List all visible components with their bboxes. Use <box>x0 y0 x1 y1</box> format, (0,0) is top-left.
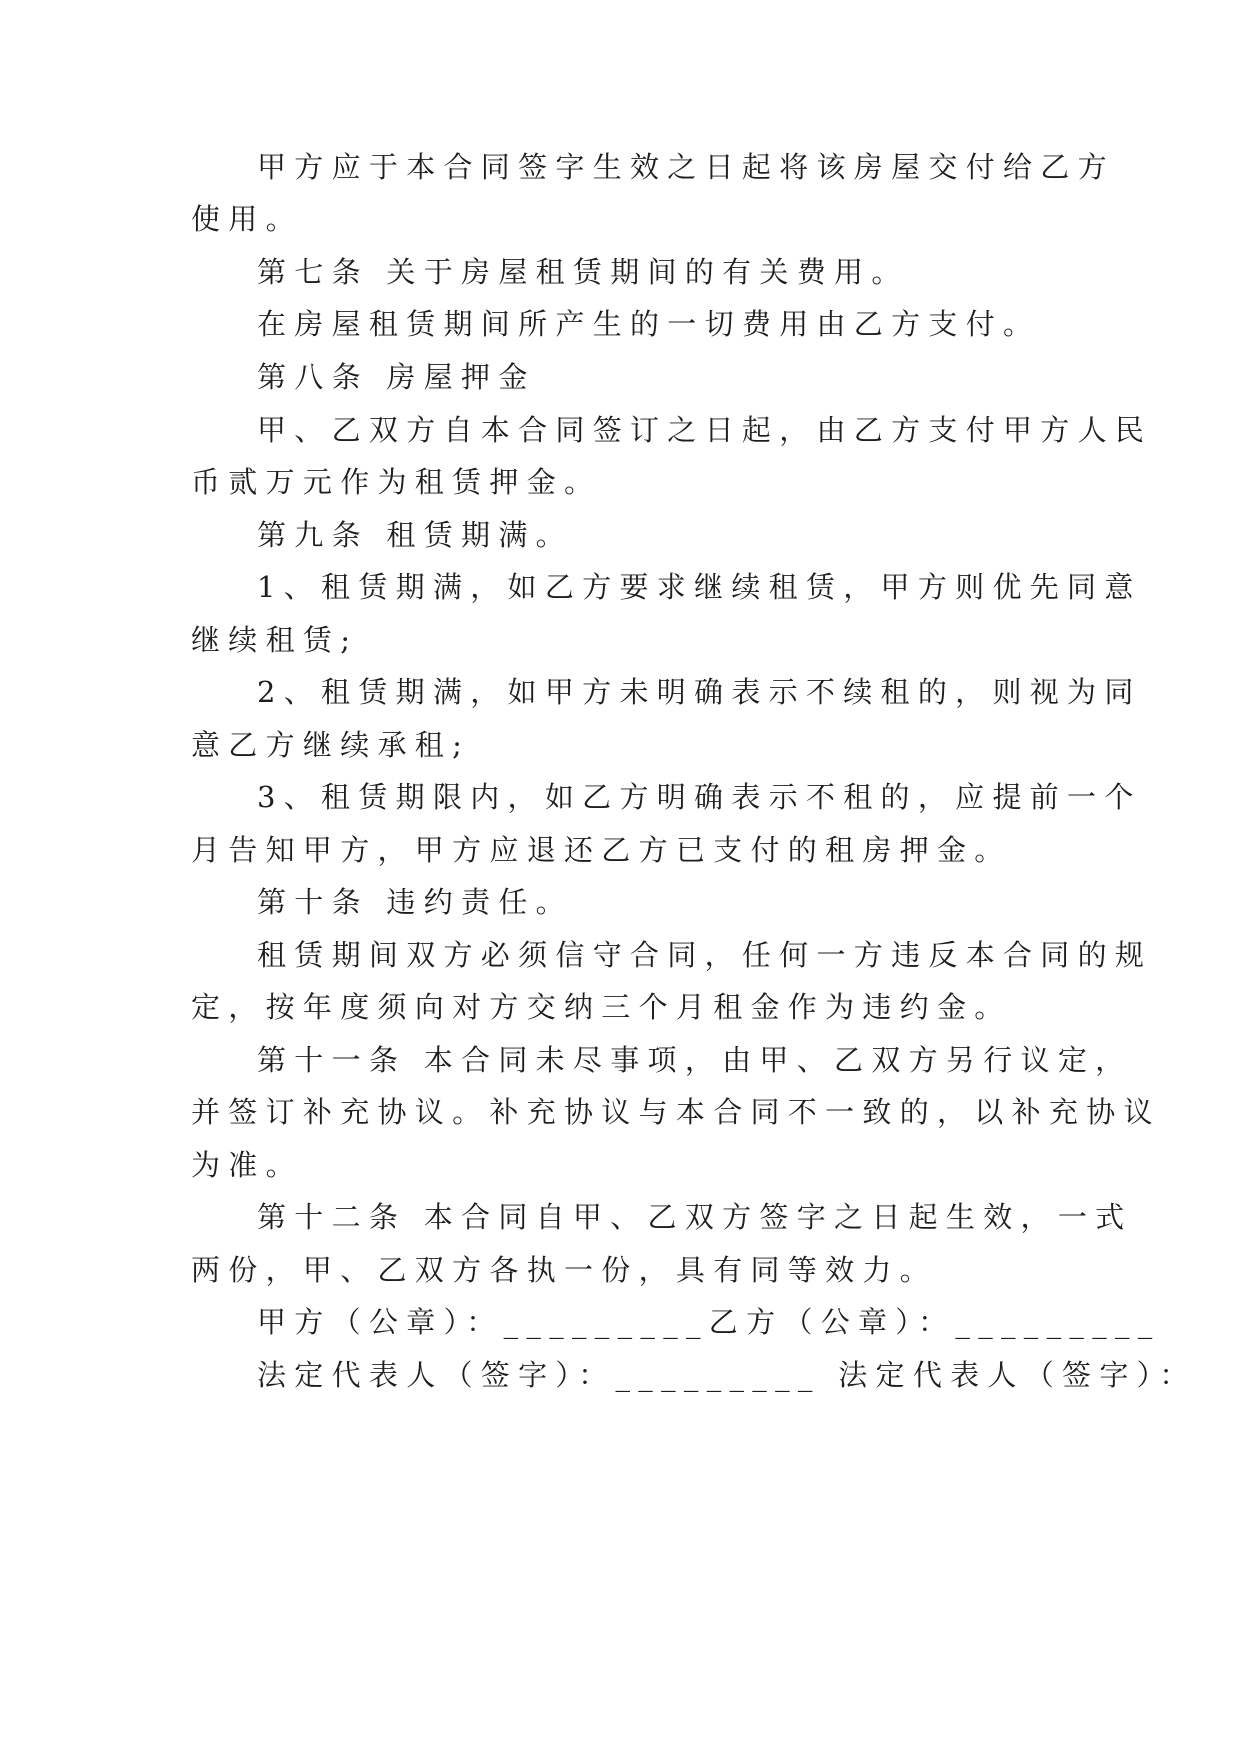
article-11-line-2: 并签订补充协议。补充协议与本合同不一致的，以补充协议 <box>191 1095 1161 1129</box>
article-8-body-line-2: 币贰万元作为租赁押金。 <box>191 465 602 499</box>
article-12-line-2: 两份，甲、乙双方各执一份，具有同等效力。 <box>191 1253 938 1287</box>
paragraph-delivery-line-1: 甲方应于本合同签字生效之日起将该房屋交付给乙方 <box>257 150 1115 184</box>
article-7-body: 在房屋租赁期间所产生的一切费用由乙方支付。 <box>257 307 1041 341</box>
article-11-line-3: 为准。 <box>191 1148 303 1182</box>
article-9-item-1-line-2: 继续租赁; <box>191 623 359 657</box>
article-10-heading: 第十条 违约责任。 <box>257 885 573 919</box>
article-9-item-3-line-2: 月告知甲方，甲方应退还乙方已支付的租房押金。 <box>191 833 1012 867</box>
article-12-line-1: 第十二条 本合同自甲、乙双方签字之日起生效，一式 <box>257 1200 1133 1234</box>
paragraph-delivery-line-2: 使用。 <box>191 202 303 236</box>
signature-seal-line: 甲方（公章）：_________乙方（公章）：_________ <box>257 1305 1161 1339</box>
article-9-item-3-line-1: 3、租赁期限内，如乙方明确表示不租的，应提前一个 <box>257 780 1142 814</box>
article-11-line-1: 第十一条 本合同未尽事项，由甲、乙双方另行议定， <box>257 1043 1133 1077</box>
signature-representative-line: 法定代表人（签字）：_________ 法定代表人（签字）： <box>257 1358 1197 1392</box>
article-7-heading: 第七条 关于房屋租赁期间的有关费用。 <box>257 255 909 289</box>
article-9-item-2-line-2: 意乙方继续承租; <box>191 728 471 762</box>
article-9-item-1-line-1: 1、租赁期满，如乙方要求继续租赁，甲方则优先同意 <box>257 570 1142 604</box>
article-10-body-line-1: 租赁期间双方必须信守合同，任何一方违反本合同的规 <box>257 938 1153 972</box>
article-10-body-line-2: 定，按年度须向对方交纳三个月租金作为违约金。 <box>191 990 1012 1024</box>
article-8-body-line-1: 甲、乙双方自本合同签订之日起，由乙方支付甲方人民 <box>257 413 1153 447</box>
article-9-heading: 第九条 租赁期满。 <box>257 518 573 552</box>
article-9-item-2-line-1: 2、租赁期满，如甲方未明确表示不续租的，则视为同 <box>257 675 1142 709</box>
article-8-heading: 第八条 房屋押金 <box>257 360 536 394</box>
